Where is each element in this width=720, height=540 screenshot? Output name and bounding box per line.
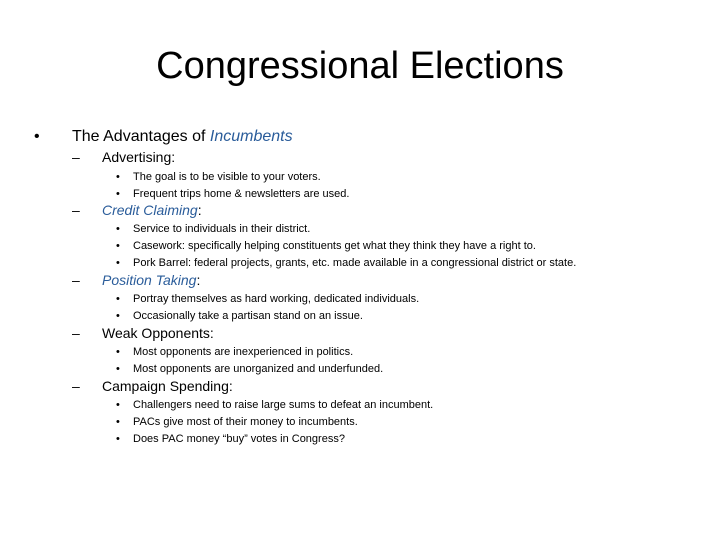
- dash-bullet: –: [72, 149, 80, 165]
- subtopic-heading-text: Weak Opponents: [102, 325, 210, 341]
- subtopic-item-text: Most opponents are unorganized and underfunded.: [133, 363, 384, 375]
- subtopic-item: [116, 256, 576, 270]
- subtopic-heading: [72, 324, 214, 342]
- bullet-dot: •: [116, 223, 120, 235]
- subtopic-heading-text: Position Taking: [102, 272, 197, 288]
- bullet-dot: •: [116, 171, 120, 183]
- bullet-dot: •: [116, 363, 120, 375]
- subtopic-item-text: PACs give most of their money to incumbents.: [133, 416, 358, 428]
- subtopic-item: [116, 398, 433, 412]
- subtopic-heading-text: Credit Claiming: [102, 202, 198, 218]
- subtopic-item-text: Service to individuals in their district.: [133, 223, 311, 235]
- subtopic-item-text: Does PAC money “buy” votes in Congress?: [133, 433, 345, 445]
- subtopic-item: [116, 239, 536, 253]
- bullet-dot: •: [116, 433, 120, 445]
- subtopic-item: [116, 415, 358, 429]
- subtopic-item-text: Most opponents are inexperienced in politics.: [133, 346, 354, 358]
- dash-bullet: –: [72, 202, 80, 218]
- subtopic-heading: [72, 148, 175, 166]
- subtopic-item-text: Pork Barrel: federal projects, grants, etc. made available in a congressional district or state.: [133, 257, 577, 269]
- heading-colon: :: [228, 378, 233, 394]
- subtopic-item-text: Portray themselves as hard working, dedicated individuals.: [133, 293, 420, 305]
- subtopic-item-text: Occasionally take a partisan stand on an issue.: [133, 310, 363, 322]
- subtopic-item: [116, 222, 310, 236]
- subtopic-heading: [72, 377, 233, 395]
- subtopic-item-text: Casework: specifically helping constituents get what they think they have a right to.: [133, 240, 536, 252]
- dash-bullet: –: [72, 378, 80, 394]
- heading-colon: :: [197, 202, 202, 218]
- subtopic-item-text: The goal is to be visible to your voters.: [133, 171, 321, 183]
- bullet-dot: •: [116, 240, 120, 252]
- subtopic-item: [116, 292, 419, 306]
- subtopic-item-text: Frequent trips home & newsletters are used.: [133, 188, 350, 200]
- top-bullet-prefix: The Advantages of: [72, 128, 210, 145]
- bullet-dot: •: [116, 416, 120, 428]
- subtopic-heading: [72, 271, 200, 289]
- top-bullet-emphasis: Incumbents: [209, 128, 293, 145]
- bullet-dot: •: [116, 188, 120, 200]
- heading-colon: :: [209, 325, 214, 341]
- bullet-dot: •: [116, 399, 120, 411]
- top-level-bullet: [34, 127, 293, 147]
- subtopic-item: [116, 362, 383, 376]
- subtopic-item-text: Challengers need to raise large sums to defeat an incumbent.: [133, 399, 434, 411]
- heading-colon: :: [171, 149, 176, 165]
- bullet-dot: •: [34, 128, 40, 145]
- subtopic-heading: [72, 201, 202, 219]
- subtopic-item: [116, 345, 353, 359]
- slide-title: Congressional Elections: [156, 45, 564, 87]
- bullet-dot: •: [116, 346, 120, 358]
- subtopic-heading-text: Campaign Spending: [102, 378, 229, 394]
- bullet-dot: •: [116, 310, 120, 322]
- dash-bullet: –: [72, 325, 80, 341]
- subtopic-item: [116, 432, 345, 446]
- bullet-dot: •: [116, 293, 120, 305]
- subtopic-item: [116, 170, 321, 184]
- subtopic-item: [116, 187, 349, 201]
- dash-bullet: –: [72, 272, 80, 288]
- subtopic-item: [116, 309, 363, 323]
- heading-colon: :: [196, 272, 201, 288]
- subtopic-heading-text: Advertising: [102, 149, 172, 165]
- bullet-dot: •: [116, 257, 120, 269]
